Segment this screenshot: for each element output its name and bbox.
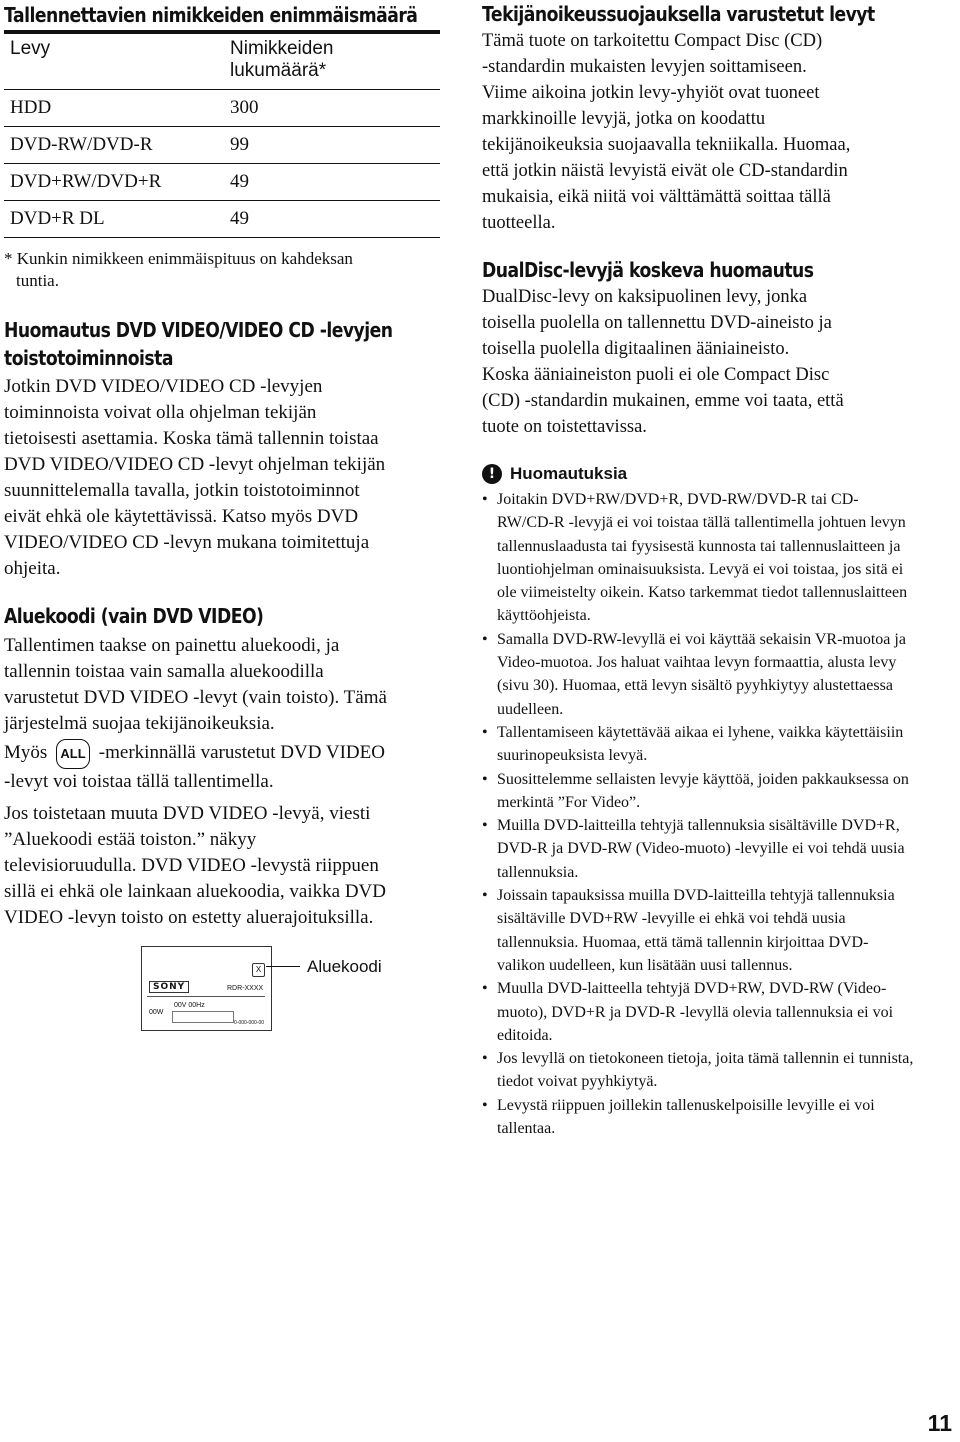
title-limit-table (4, 30, 440, 238)
text-line: suunnittelemalla tavalla, jotkin toistotoiminnot (4, 480, 360, 501)
table-title: Tallennettavien nimikkeiden enimmäismäärä (4, 3, 418, 27)
table-header-disc: Levy (10, 38, 51, 59)
text-line: Koska ääniaineiston puoli ei ole Compact Disc (482, 365, 830, 385)
notes-heading (482, 464, 914, 484)
notes-list (482, 488, 914, 1140)
list-item: • Samalla DVD-RW-levyllä ei voi käyttää sekaisin VR-muotoa ja Video-muotoa. Jos haluat vaihtaa levyn formaattia, alusta levy (sivu 30). Huomaa, että levyn sisältö pyyhkiytyy alustettaessa uudelleen. (482, 628, 914, 721)
text-line: televisioruudulla. DVD VIDEO -levystä riippuen (4, 855, 379, 876)
notes-heading-label: Huomautuksia (510, 464, 628, 483)
paragraph (4, 633, 387, 931)
text-line: VIDEO -levyn toisto on estetty aluerajoituksilla. (4, 907, 374, 928)
text-line: Jos toistetaan muuta DVD VIDEO -levyä, viesti (4, 803, 371, 824)
list-item: • Muulla DVD-laitteella tehtyjä DVD+RW, DVD-RW (Video-muoto), DVD+R ja DVD-R -levyllä olevia tallennuksia ei voi editoida. (482, 977, 914, 1047)
list-item: • Levystä riippuen joillekin tallenuskelpoisille levyille ei voi tallentaa. (482, 1094, 914, 1141)
text-line: toisella puolella on tallennettu DVD-aineisto ja (482, 313, 832, 333)
paragraph (482, 284, 867, 440)
paragraph (482, 28, 939, 236)
table-cell-count: 300 (230, 97, 259, 118)
table-header-row (4, 34, 440, 90)
table-cell-disc: DVD-RW/DVD-R (10, 134, 153, 155)
text-line: Tallentimen taakse on painettu aluekoodi, ja (4, 635, 340, 656)
label-divider (147, 996, 265, 997)
model-text: RDR-XXXX (227, 985, 264, 992)
text-line: eivät ehkä ole käytettävissä. Katso myös DVD (4, 506, 359, 527)
table-header-count-line2: lukumäärä* (230, 60, 327, 81)
table-cell-count: 49 (230, 171, 249, 192)
text-line: ”Aluekoodi estää toiston.” näkyy (4, 829, 257, 850)
list-item: • Tallentamiseen käytettävää aikaa ei lyhene, vaikka käytettäisiin suurinopeuksista levyä. (482, 721, 914, 768)
text-line: Jotkin DVD VIDEO/VIDEO CD -levyjen (4, 376, 323, 397)
text-line: tuotteella. (482, 213, 556, 233)
section-title: Aluekoodi (vain DVD VIDEO) (4, 604, 264, 628)
paragraph (4, 374, 456, 582)
callout-line (266, 966, 300, 967)
text-line: tekijänoikeuksia suojaavalla tekniikalla. Huomaa, (482, 135, 851, 155)
table-header-count (226, 34, 333, 89)
section-dualdisc (482, 256, 867, 440)
text-line: tuote on toistettavissa. (482, 417, 647, 437)
table-footnote (4, 248, 353, 292)
text-line: VIDEO/VIDEO CD -levyn mukana toimitettuja (4, 532, 370, 553)
warning-icon: ! (482, 464, 502, 484)
notes-section (482, 464, 914, 1140)
table-cell-disc: DVD+R DL (10, 208, 105, 229)
power-text: 00W (149, 1009, 164, 1016)
text-line: että jotkin näistä levyistä eivät ole CD-standardin (482, 161, 848, 181)
serial-text: 0-000-000-00 (234, 1020, 265, 1026)
table-cell-disc: DVD+RW/DVD+R (10, 171, 162, 192)
sony-logo: SONY (149, 981, 189, 993)
page-number: 11 (927, 1410, 952, 1436)
section-title: toistotoiminnoista (4, 346, 173, 370)
region-mark-icon: X (252, 963, 265, 977)
list-item: • Jos levyllä on tietokoneen tietoja, joita tämä tallennin ei tunnista, tiedot voivat pyyhkiytyä. (482, 1047, 914, 1094)
text-line: -standardin mukaisten levyjen soittamiseen. (482, 57, 807, 77)
text-line: toisella puolella digitaalinen ääniaineisto. (482, 339, 790, 359)
footnote-line: tuntia. (16, 271, 59, 290)
text-line: markkinoille levyjä, jotka on koodattu (482, 109, 766, 129)
list-item: • Joissain tapauksissa muilla DVD-laitteilla tehtyjä tallennuksia sisältäville DVD+RW -levyille ei ehkä voi tehdä uusia tallennuksia. Huomaa, että tämä tallennin kirjoittaa DVD-valikon uudelleen, kun lisätään uusi tallennus. (482, 884, 914, 977)
list-item: • Suosittelemme sellaisten levyje käyttöä, joiden pakkauksessa on merkintä ”For Video”. (482, 768, 914, 815)
voltage-text: 00V 00Hz (174, 1002, 205, 1009)
section-copy-protection (482, 0, 939, 236)
text-line: DVD VIDEO/VIDEO CD -levyt ohjelman tekijän (4, 454, 386, 475)
all-region-icon: ALL (56, 739, 90, 769)
list-item: • Muilla DVD-laitteilla tehtyjä tallennuksia sisältäville DVD+R, DVD-R ja DVD-RW (Video-muoto) -levyille ei voi tehdä uusia tallennuksia. (482, 814, 914, 884)
text-line (4, 737, 387, 769)
text-line: Tämä tuote on tarkoitettu Compact Disc (CD) (482, 31, 823, 51)
table-row (4, 164, 440, 201)
table-row (4, 201, 440, 238)
text-line: toiminnoista voivat olla ohjelman tekijän (4, 402, 317, 423)
callout-label: Aluekoodi (307, 957, 382, 976)
table-row (4, 90, 440, 127)
table-cell-disc: HDD (10, 97, 52, 118)
text-line: ohjeita. (4, 558, 61, 579)
voltage-box (172, 1011, 234, 1023)
text-line: DualDisc-levy on kaksipuolinen levy, jonka (482, 287, 808, 307)
table-header-count-line1: Nimikkeiden (230, 38, 334, 59)
text-line: sillä ei ehkä ole lainkaan aluekoodia, vaikka DVD (4, 881, 386, 902)
text-line: varustetut DVD VIDEO -levyt (vain toisto). Tämä (4, 687, 387, 708)
text-span: Myös (4, 742, 48, 763)
text-line: järjestelmä suojaa tekijänoikeuksia. (4, 713, 275, 734)
table-row (4, 127, 440, 164)
text-line: tietoisesti asettamia. Koska tämä tallennin toistaa (4, 428, 379, 449)
section-playback-note (4, 316, 456, 582)
section-title: DualDisc-levyjä koskeva huomautus (482, 258, 814, 282)
footnote-line: * Kunkin nimikkeen enimmäispituus on kahdeksan (4, 249, 353, 268)
section-title: Huomautus DVD VIDEO/VIDEO CD -levyjen (4, 318, 393, 342)
table-cell-count: 99 (230, 134, 249, 155)
list-item: • Joitakin DVD+RW/DVD+R, DVD-RW/DVD-R tai CD-RW/CD-R -levyjä ei voi toistaa tällä tallentimella johtuen levyn tallennuslaadusta tai fyysisestä kunnosta tai tallennuslaitteen ja luontiohjelman ominaisuuksista. Levyä ei voi toistaa, jos sitä ei ole viimeistelty oikein. Katso tarkemmat tiedot tallennuslaitteen käyttöohjeista. (482, 488, 914, 628)
text-line: Viime aikoina jotkin levy-yhyiöt ovat tuoneet (482, 83, 820, 103)
text-span: -merkinnällä varustetut DVD VIDEO (98, 742, 385, 763)
section-region-code (4, 602, 387, 931)
rear-panel-label (141, 946, 272, 1031)
text-line: tallennin toistaa vain samalla aluekoodilla (4, 661, 324, 682)
text-line: mukaisia, eikä niitä voi välttämättä soittaa tällä (482, 187, 831, 207)
table-cell-count: 49 (230, 208, 249, 229)
text-line: (CD) -standardin mukainen, emme voi taata, että (482, 391, 844, 411)
section-title: Tekijänoikeussuojauksella varustetut levyt (482, 2, 875, 26)
text-line: -levyt voi toistaa tällä tallentimella. (4, 771, 274, 792)
